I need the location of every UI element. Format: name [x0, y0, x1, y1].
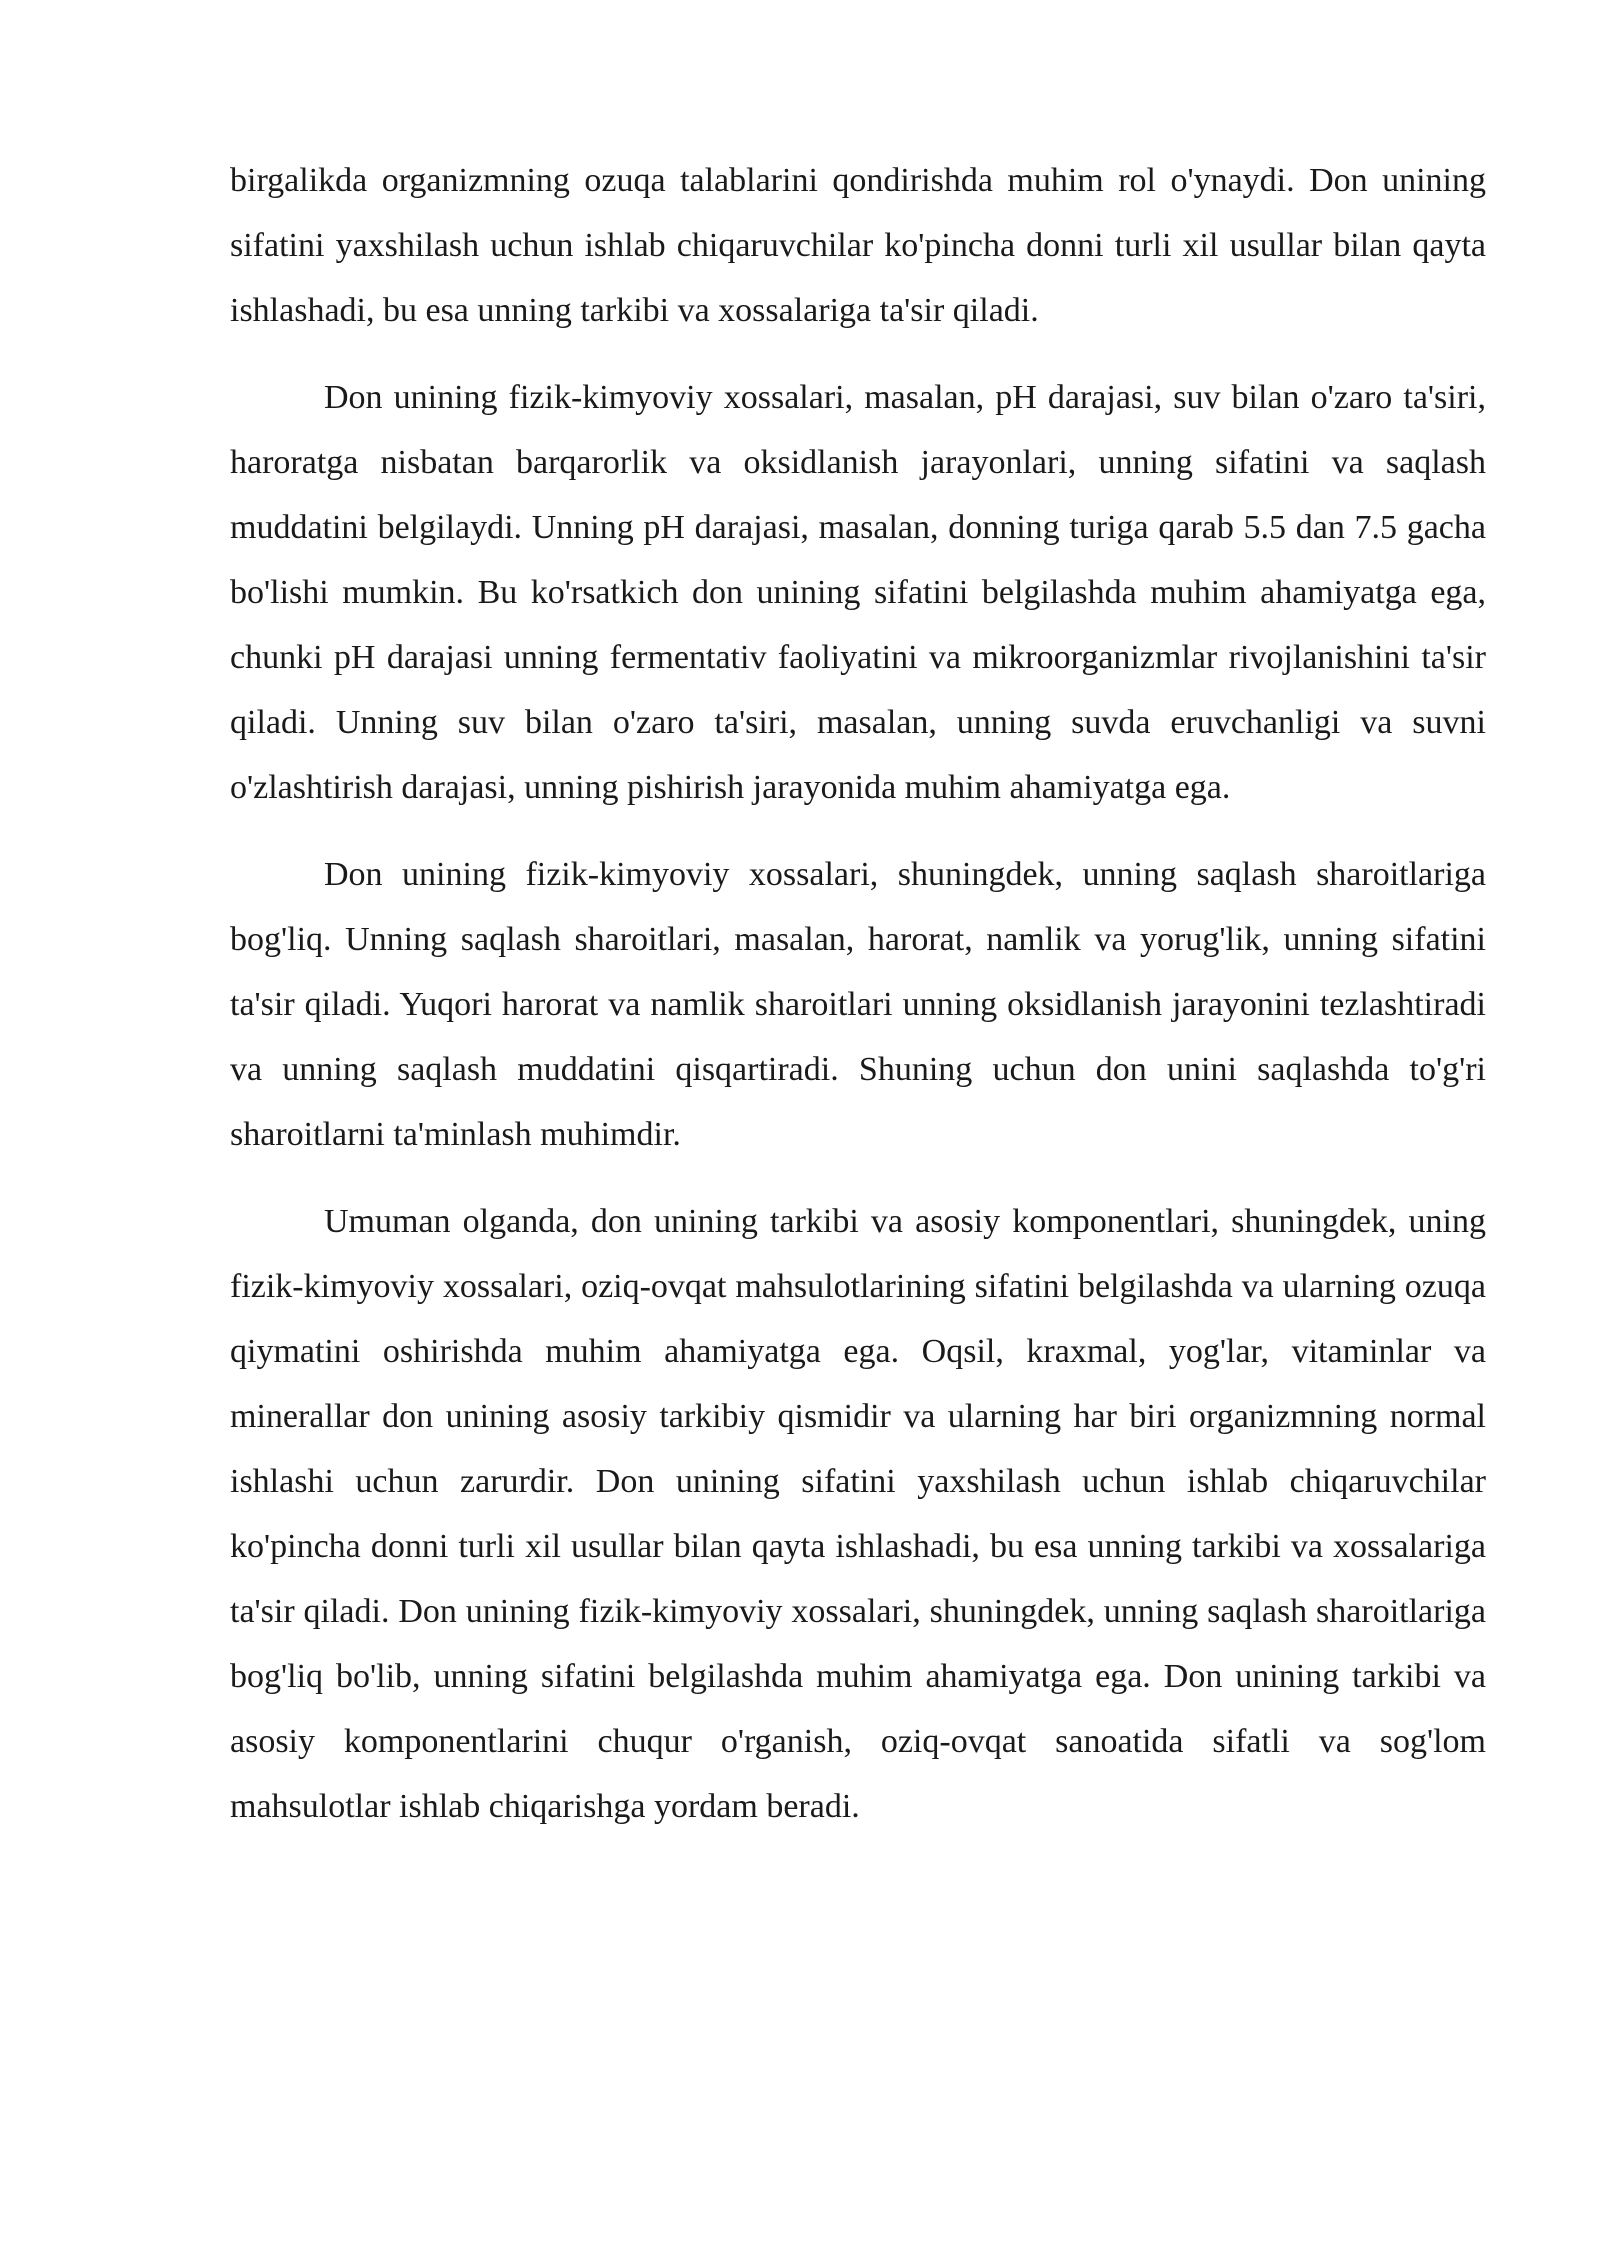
- paragraph-continuation: birgalikda organizmning ozuqa talablarini qondirishda muhim rol o'ynaydi. Don unining sifatini yaxshilash uchun ishlab chiqaruvchilar ko'pincha donni turli xil usullar bilan qayta ishlashadi, bu esa unning tarkibi va xossalariga ta'sir qiladi.: [230, 162, 1486, 329]
- paragraph-storage-conditions: Don unining fizik-kimyoviy xossalari, shuningdek, unning saqlash sharoitlariga bog'liq. Unning saqlash sharoitlari, masalan, harorat, namlik va yorug'lik, unning sifatini ta'sir qiladi. Yuqori harorat va namlik sharoitlari unning oksidlanish jarayonini tezlashtiradi va unning saqlash muddatini qisqartiradi. Shuning uchun don unini saqlashda to'g'ri sharoitlarni ta'minlash muhimdir.: [230, 856, 1486, 1153]
- document-body: [230, 148, 1486, 1861]
- paragraph-conclusion: Umuman olganda, don unining tarkibi va asosiy komponentlari, shuningdek, uning fizik-kimyoviy xossalari, oziq-ovqat mahsulotlarining sifatini belgilashda va ularning ozuqa qiymatini oshirishda muhim ahamiyatga ega. Oqsil, kraxmal, yog'lar, vitaminlar va minerallar don unining asosiy tarkibiy qismidir va ularning har biri organizmning normal ishlashi uchun zarurdir. Don unining sifatini yaxshilash uchun ishlab chiqaruvchilar ko'pincha donni turli xil usullar bilan qayta ishlashadi, bu esa unning tarkibi va xossalariga ta'sir qiladi. Don unining fizik-kimyoviy xossalari, shuningdek, unning saqlash sharoitlariga bog'liq bo'lib, unning sifatini belgilashda muhim ahamiyatga ega. Don unining tarkibi va asosiy komponentlarini chuqur o'rganish, oziq-ovqat sanoatida sifatli va sog'lom mahsulotlar ishlab chiqarishga yordam beradi.: [230, 1203, 1486, 1825]
- paragraph-physicochemical-properties: Don unining fizik-kimyoviy xossalari, masalan, pH darajasi, suv bilan o'zaro ta'siri, haroratga nisbatan barqarorlik va oksidlanish jarayonlari, unning sifatini va saqlash muddatini belgilaydi. Unning pH darajasi, masalan, donning turiga qarab 5.5 dan 7.5 gacha bo'lishi mumkin. Bu ko'rsatkich don unining sifatini belgilashda muhim ahamiyatga ega, chunki pH darajasi unning fermentativ faoliyatini va mikroorganizmlar rivojlanishini ta'sir qiladi. Unning suv bilan o'zaro ta'siri, masalan, unning suvda eruvchanligi va suvni o'zlashtirish darajasi, unning pishirish jarayonida muhim ahamiyatga ega.: [230, 379, 1486, 806]
